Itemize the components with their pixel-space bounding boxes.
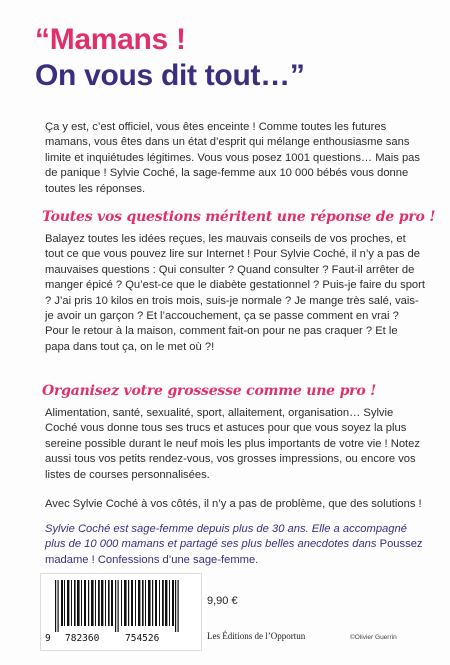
intro-paragraph: Ça y est, c’est officiel, vous êtes enceinte ! Comme toutes les futures mamans, vous êtes dans un état d’esprit qui mélange enthousiasme sans limite et inquiétudes légitimes. Vous vous posez 1001 questions… Mais pas de panique ! Sylvie Coché, la sage-femme aux 10 000 bébés vous donne toutes les réponses. [45,121,420,195]
barcode-icon [53,580,189,632]
author-bio-text: Sylvie Coché est sage-femme depuis plus de 30 ans. Elle a accompagné plus de 10 000 mamans et partagé ses plus belles anecdotes dans [45,523,407,551]
barcode-group-2: 754526 [125,633,160,644]
barcode-group-1: 782360 [65,633,100,644]
section-1-body: Balayez toutes les idées reçues, les mauvais conseils de vos proches, et tout ce que vous pouvez lire sur Internet ! Pour Sylvie Coché, il n’y a pas de mauvaises questions : Qui consulter ? Quand consulter ? Faut-il arrêter de manger épicé ? Qu’est-ce que le diabète gestationnel ? Puis-je faire du sport ? J’ai pris 10 kilos en trois mois, suis-je normale ? Je mange très salé, vais-je avoir un garçon ? Et l’accouchement, ça se passe comment en vrai ? Pour le retour à la maison, comment fait-on pour ne pas craquer ? Et le papa dans tout ça, on le met où ?! [45,233,425,353]
headline-line-1: “Mamans ! [35,23,186,56]
author-bio [45,522,425,568]
headline-line-2: On vous dit tout…” [35,59,305,92]
section-2-body: Alimentation, santé, sexualité, sport, allaitement, organisation… Sylvie Coché vous donne tous ses trucs et astuces pour que vous soyez la plus sereine possible durant le neuf mois les plus importants de votre vie ! Notez aussi tous vos petits rendez-vous, vos grosses impressions, ou encore vos listes de courses personnalisées. [45,407,420,481]
headline [35,22,435,94]
barcode-box [40,573,202,651]
photo-credit: ©Olivier Guerrin [350,634,397,641]
section-2-title: Organisez votre grossesse comme une pro ! [42,383,377,399]
closing-line: Avec Sylvie Coché à vos côtés, il n’y a pas de problème, que des solutions ! [45,498,422,510]
price: 9,90 € [207,595,238,607]
book-title: Poussez madame ! Confessions d’une sage-femme. [45,538,423,566]
publisher: Les Éditions de l’Opportun [207,631,306,641]
barcode-lead-digit: 9 [45,633,51,644]
section-1-title: Toutes vos questions méritent une réponse de pro ! [42,209,436,225]
